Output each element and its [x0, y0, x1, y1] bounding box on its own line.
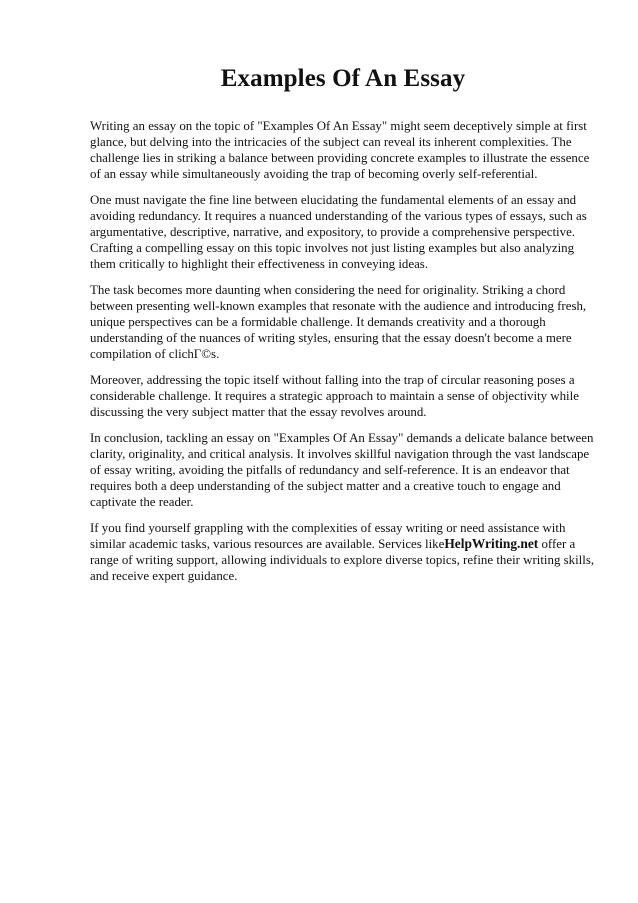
paragraph-1: Writing an essay on the topic of "Examples Of An Essay" might seem deceptively simple at first glance, but delving into the intricacies of the subject can reveal its inherent complexities. The challenge lies in striking a balance between providing concrete examples to illustrate the essence of an essay while simultaneously avoiding the trap of becoming overly self-referential.	[90, 119, 590, 181]
paragraph-2: One must navigate the fine line between elucidating the fundamental elements of an essay and avoiding redundancy. It requires a nuanced understanding of the various types of essays, such as argumentative, descriptive, narrative, and expository, to provide a comprehensive perspective. Crafting a compelling essay on this topic involves not just listing examples but also analyzing them critically to highlight their effectiveness in conveying ideas.	[90, 193, 587, 271]
paragraph-3: The task becomes more daunting when considering the need for originality. Striking a chord between presenting well-known examples that resonate with the audience and introducing fresh, unique perspectives can be a formidable challenge. It demands creativity and a thorough understanding of the nuances of writing styles, ensuring that the essay doesn't become a mere compilation of clichГ©s.	[90, 283, 587, 361]
paragraph-6	[90, 520, 596, 584]
paragraph-4: Moreover, addressing the topic itself without falling into the trap of circular reasoning poses a considerable challenge. It requires a strategic approach to maintain a sense of objectivity while discussing the very subject matter that the essay revolves around.	[90, 373, 579, 419]
paragraph-6-text-before: If you find yourself grappling with the complexities of essay writing or need assistance with similar academic tasks, various resources are available. Services like	[90, 521, 566, 551]
paragraph-5: In conclusion, tackling an essay on "Examples Of An Essay" demands a delicate balance between clarity, originality, and critical analysis. It involves skillful navigation through the vast landscape of essay writing, avoiding the pitfalls of redundancy and self-reference. It is an endeavor that requires both a deep understanding of the subject matter and a creative touch to engage and captivate the reader.	[90, 431, 594, 509]
document-title: Examples Of An Essay	[220, 65, 466, 92]
paragraph-6-text-after: offer a range of writing support, allowing individuals to explore diverse topics, refine their writing skills, and receive expert guidance.	[90, 537, 595, 583]
brand-link[interactable]: HelpWriting.net	[444, 536, 539, 551]
